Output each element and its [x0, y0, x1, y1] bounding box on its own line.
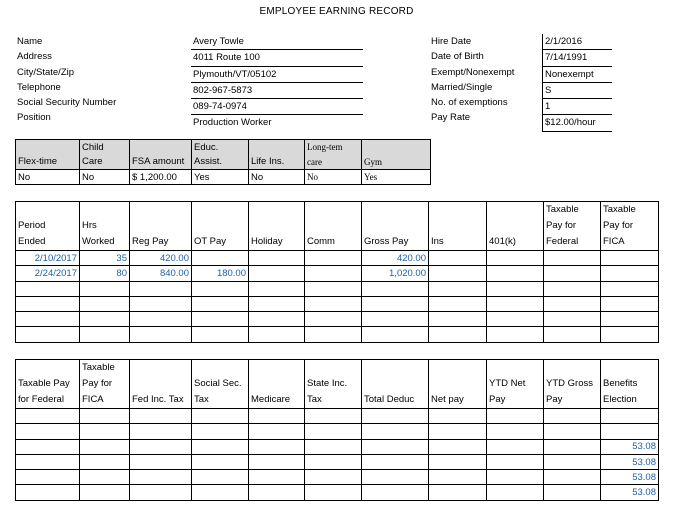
earnings-row-cell — [544, 266, 601, 281]
benefits-value-cell: Yes — [362, 170, 431, 185]
earnings-row-cell: 2/10/2017 — [16, 251, 80, 266]
deductions-row-cell — [192, 424, 249, 439]
earnings-row-cell — [487, 251, 544, 266]
deductions-row-cell — [487, 424, 544, 439]
earnings-row-cell — [362, 281, 429, 296]
earnings-row-cell — [192, 296, 249, 311]
deductions-row-cell — [362, 454, 429, 469]
earnings-body — [16, 251, 659, 343]
deductions-row-cell: 53.08 — [601, 454, 659, 469]
earnings-row-cell: 80 — [80, 266, 130, 281]
deductions-row-cell — [192, 485, 249, 500]
deductions-row-cell — [80, 439, 130, 454]
deductions-header-cell: YTD Gross Pay — [544, 360, 601, 409]
earnings-row-cell — [487, 327, 544, 342]
telephone-value: 802-967-5873 — [191, 83, 363, 99]
earnings-header-cell: 401(k) — [487, 202, 544, 251]
page-title: EMPLOYEE EARNING RECORD — [259, 6, 414, 17]
earnings-row-cell — [249, 266, 305, 281]
earnings-row-cell — [544, 327, 601, 342]
earnings-row-cell — [362, 327, 429, 342]
earnings-row-cell — [249, 327, 305, 342]
earnings-row-cell — [305, 312, 362, 327]
exempt-label: Exempt/Nonexempt — [431, 66, 515, 78]
address-label: Address — [17, 51, 52, 63]
earnings-row-cell — [80, 327, 130, 342]
deductions-row-cell — [601, 409, 659, 424]
earnings-row-cell — [601, 312, 659, 327]
earnings-header-cell: OT Pay — [192, 202, 249, 251]
earnings-row — [16, 251, 659, 266]
earnings-row-cell — [429, 296, 487, 311]
deductions-row-cell — [192, 454, 249, 469]
deductions-row-cell — [305, 439, 362, 454]
name-label: Name — [17, 36, 43, 47]
earnings-row-cell — [192, 251, 249, 266]
earnings-row-cell — [305, 251, 362, 266]
deductions-row-cell — [80, 470, 130, 485]
benefits-header-cell: Gym — [362, 155, 431, 170]
deductions-row-cell — [429, 485, 487, 500]
deductions-row-cell — [130, 409, 192, 424]
benefits-values-row — [16, 170, 431, 185]
earnings-row-cell: 35 — [80, 251, 130, 266]
deductions-row-cell — [249, 470, 305, 485]
deductions-header-cell: Benefits Election — [601, 360, 659, 409]
deductions-row-cell — [16, 485, 80, 500]
dob-value: 7/14/1991 — [542, 50, 612, 66]
deductions-row-cell — [429, 470, 487, 485]
earnings-row-cell — [16, 312, 80, 327]
earnings-header-cell: Comm — [305, 202, 362, 251]
deductions-row-cell — [362, 439, 429, 454]
earnings-row-cell — [130, 327, 192, 342]
deductions-row-cell — [249, 409, 305, 424]
deductions-row-cell — [362, 485, 429, 500]
earnings-table — [15, 201, 659, 343]
deductions-row-cell — [544, 439, 601, 454]
earnings-row-cell — [192, 281, 249, 296]
deductions-row-cell: 53.08 — [601, 439, 659, 454]
benefits-header-cell: Assist. — [192, 155, 249, 170]
earnings-row-cell — [16, 327, 80, 342]
ssn-label: Social Security Number — [17, 97, 117, 109]
earnings-header-cell: Hrs Worked — [80, 202, 130, 251]
married-value: S — [542, 83, 612, 99]
earnings-row-cell — [80, 312, 130, 327]
benefits-header-bottom — [16, 155, 431, 170]
earnings-header-row — [16, 202, 659, 251]
dob-label: Date of Birth — [431, 51, 484, 63]
deductions-row — [16, 470, 659, 485]
deductions-row-cell — [487, 454, 544, 469]
earnings-row — [16, 327, 659, 342]
earnings-row-cell — [429, 281, 487, 296]
deductions-row-cell — [249, 424, 305, 439]
earnings-row — [16, 266, 659, 281]
benefits-value-cell: No — [249, 170, 305, 185]
earnings-row-cell — [249, 251, 305, 266]
earnings-row-cell — [429, 251, 487, 266]
earnings-row — [16, 312, 659, 327]
position-value: Production Worker — [193, 117, 272, 129]
deductions-row-cell — [362, 470, 429, 485]
deductions-row-cell — [80, 424, 130, 439]
deductions-row-cell — [305, 470, 362, 485]
deductions-body — [16, 409, 659, 501]
earnings-row-cell: 2/24/2017 — [16, 266, 80, 281]
deductions-header-cell: Taxable Pay for FICA — [80, 360, 130, 409]
deductions-header-cell: Net pay — [429, 360, 487, 409]
earnings-row-cell — [130, 281, 192, 296]
deductions-table — [15, 359, 659, 501]
exemptions-label: No. of exemptions — [431, 97, 508, 109]
deductions-header-cell: Total Deduc — [362, 360, 429, 409]
deductions-row-cell — [544, 470, 601, 485]
deductions-header-cell: Social Sec. Tax — [192, 360, 249, 409]
address-value: 4011 Route 100 — [191, 50, 363, 66]
benefits-header-cell: Educ. — [192, 140, 249, 155]
earnings-row-cell — [601, 251, 659, 266]
earnings-row-cell — [80, 281, 130, 296]
ssn-value: 089-74-0974 — [191, 99, 363, 115]
exemptions-value: 1 — [542, 99, 612, 115]
deductions-row-cell — [80, 454, 130, 469]
earnings-header-cell: Ins — [429, 202, 487, 251]
deductions-row-cell — [80, 409, 130, 424]
earnings-row-cell — [80, 296, 130, 311]
pay-rate-value: $12.00/hour — [542, 115, 612, 131]
deductions-row-cell — [544, 454, 601, 469]
deductions-row-cell — [16, 439, 80, 454]
pay-rate-label: Pay Rate — [431, 112, 471, 124]
deductions-row-cell — [130, 485, 192, 500]
married-label: Married/Single — [431, 81, 493, 93]
benefits-header-cell: Care — [80, 155, 130, 170]
deductions-row-cell — [305, 409, 362, 424]
deductions-row — [16, 409, 659, 424]
earnings-row-cell — [601, 281, 659, 296]
deductions-row-cell — [487, 470, 544, 485]
earnings-row-cell — [601, 296, 659, 311]
hire-date-label: Hire Date — [431, 36, 472, 47]
deductions-row-cell — [130, 454, 192, 469]
city-label: City/State/Zip — [17, 66, 75, 78]
earnings-row-cell — [429, 312, 487, 327]
benefits-header-cell: FSA amount — [130, 155, 192, 170]
earnings-row-cell — [487, 281, 544, 296]
earnings-row-cell — [429, 266, 487, 281]
deductions-row-cell — [487, 439, 544, 454]
earnings-header-cell: Reg Pay — [130, 202, 192, 251]
earnings-row-cell — [487, 266, 544, 281]
employee-labels — [17, 34, 177, 126]
earnings-row-cell: 840.00 — [130, 266, 192, 281]
benefits-header-cell: Life Ins. — [249, 155, 305, 170]
name-value: Avery Towle — [191, 34, 363, 50]
earnings-header-cell: Taxable Pay for Federal — [544, 202, 601, 251]
deductions-row-cell — [544, 409, 601, 424]
earnings-row-cell — [16, 296, 80, 311]
deductions-row-cell: 53.08 — [601, 485, 659, 500]
deductions-row-cell — [249, 485, 305, 500]
earnings-row-cell — [305, 327, 362, 342]
earnings-row-cell — [305, 266, 362, 281]
benefits-header-cell: Child — [80, 140, 130, 155]
earnings-row-cell: 1,020.00 — [362, 266, 429, 281]
deductions-row-cell — [544, 485, 601, 500]
benefits-value-cell: No — [305, 170, 362, 185]
deductions-row-cell — [16, 409, 80, 424]
deductions-row-cell — [130, 470, 192, 485]
earnings-header-cell: Period Ended — [16, 202, 80, 251]
deductions-row-cell — [362, 424, 429, 439]
deductions-header-row — [16, 360, 659, 409]
deductions-row-cell — [192, 409, 249, 424]
deductions-row-cell — [249, 439, 305, 454]
earnings-row-cell — [362, 312, 429, 327]
deductions-row-cell: 53.08 — [601, 470, 659, 485]
earnings-row-cell — [192, 312, 249, 327]
deductions-row-cell — [487, 409, 544, 424]
earnings-row-cell: 180.00 — [192, 266, 249, 281]
earnings-row-cell — [249, 312, 305, 327]
benefits-header-cell: care — [305, 155, 362, 170]
benefits-header-cell — [249, 140, 305, 155]
benefits-header-cell — [16, 140, 80, 155]
employment-labels — [431, 34, 541, 126]
deductions-row-cell — [601, 424, 659, 439]
earnings-row-cell — [16, 281, 80, 296]
deductions-row-cell — [544, 424, 601, 439]
earnings-row-cell: 420.00 — [362, 251, 429, 266]
earnings-header-cell: Holiday — [249, 202, 305, 251]
deductions-row-cell — [192, 439, 249, 454]
deductions-header-cell: State Inc. Tax — [305, 360, 362, 409]
employee-values — [191, 34, 363, 131]
earnings-header-cell: Gross Pay — [362, 202, 429, 251]
benefits-header-cell: Long-tem — [305, 140, 362, 155]
earnings-row — [16, 296, 659, 311]
deductions-header-cell: YTD Net Pay — [487, 360, 544, 409]
earnings-row-cell — [305, 296, 362, 311]
deductions-row-cell — [130, 424, 192, 439]
deductions-row — [16, 439, 659, 454]
deductions-row-cell — [362, 409, 429, 424]
earnings-row-cell — [249, 281, 305, 296]
deductions-row-cell — [487, 485, 544, 500]
earnings-row-cell — [544, 296, 601, 311]
deductions-header-cell: Medicare — [249, 360, 305, 409]
earnings-row-cell — [192, 327, 249, 342]
deductions-header-cell: Taxable Pay for Federal — [16, 360, 80, 409]
deductions-row-cell — [192, 470, 249, 485]
deductions-row-cell — [429, 439, 487, 454]
earnings-row-cell — [429, 327, 487, 342]
city-value: Plymouth/VT/05102 — [191, 67, 363, 83]
exempt-value: Nonexempt — [542, 67, 612, 83]
benefits-table — [15, 139, 431, 185]
benefits-header-cell — [362, 140, 431, 155]
hire-date-value: 2/1/2016 — [542, 34, 612, 50]
deductions-row-cell — [16, 470, 80, 485]
deductions-row — [16, 485, 659, 500]
deductions-header-cell: Fed Inc. Tax — [130, 360, 192, 409]
earnings-row-cell — [601, 327, 659, 342]
earnings-row-cell — [362, 296, 429, 311]
benefits-value-cell: $ 1,200.00 — [130, 170, 192, 185]
earnings-row-cell — [487, 312, 544, 327]
deductions-row-cell — [429, 424, 487, 439]
earnings-row-cell — [544, 281, 601, 296]
earnings-row-cell — [249, 296, 305, 311]
deductions-row-cell — [249, 454, 305, 469]
benefits-value-cell: No — [80, 170, 130, 185]
benefits-header-cell — [130, 140, 192, 155]
position-label: Position — [17, 112, 51, 124]
deductions-row-cell — [429, 454, 487, 469]
employment-values — [542, 34, 612, 132]
earnings-header-cell: Taxable Pay for FICA — [601, 202, 659, 251]
deductions-row — [16, 424, 659, 439]
earnings-row-cell — [487, 296, 544, 311]
earnings-row-cell — [544, 251, 601, 266]
earnings-row-cell — [130, 312, 192, 327]
deductions-row-cell — [305, 454, 362, 469]
earnings-row-cell — [601, 266, 659, 281]
deductions-row-cell — [130, 439, 192, 454]
deductions-row-cell — [305, 485, 362, 500]
deductions-row-cell — [16, 424, 80, 439]
deductions-row-cell — [429, 409, 487, 424]
benefits-value-cell: Yes — [192, 170, 249, 185]
benefits-value-cell: No — [16, 170, 80, 185]
earnings-row-cell: 420.00 — [130, 251, 192, 266]
telephone-label: Telephone — [17, 81, 61, 93]
benefits-header-cell: Flex-time — [16, 155, 80, 170]
benefits-header-top — [16, 140, 431, 155]
earnings-row-cell — [544, 312, 601, 327]
earnings-row — [16, 281, 659, 296]
deductions-row-cell — [16, 454, 80, 469]
deductions-row-cell — [305, 424, 362, 439]
deductions-row-cell — [80, 485, 130, 500]
earnings-row-cell — [130, 296, 192, 311]
deductions-row — [16, 454, 659, 469]
earnings-row-cell — [305, 281, 362, 296]
